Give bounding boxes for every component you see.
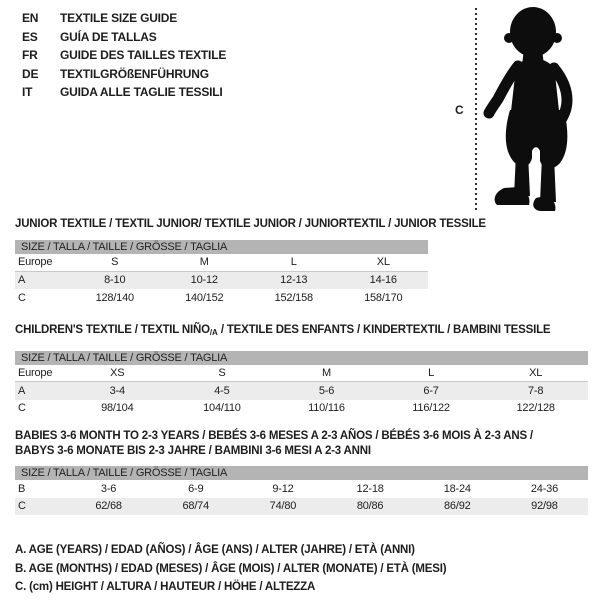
size-cell: 7-8: [528, 384, 544, 397]
language-row: [22, 28, 226, 47]
legend-line-a: A. AGE (YEARS) / EDAD (AÑOS) / ÂGE (ANS) / ALTER (JAHRE) / ETÀ (ANNI): [15, 544, 415, 556]
language-title-list: [22, 9, 226, 102]
row-label: A: [18, 274, 26, 287]
size-cell: 4-5: [214, 384, 230, 397]
table-row: [15, 289, 428, 307]
size-cell: 98/104: [101, 402, 134, 415]
size-cell: 3-6: [100, 482, 117, 495]
size-cell: 104/110: [203, 402, 241, 415]
measure-c-label: C: [455, 103, 464, 117]
size-cell: 8-10: [104, 274, 126, 287]
size-header-bar: SIZE / TALLA / TAILLE / GRÖSSE / TAGLIA: [15, 466, 588, 480]
row-label: C: [18, 500, 26, 513]
table-row: [15, 254, 428, 272]
size-cell: 62/68: [95, 500, 122, 513]
size-cell: 152/158: [274, 291, 313, 304]
babies-title-line1: BABIES 3-6 MONTH TO 2-3 YEARS / BEBÉS 3-6 MESES A 2-3 AÑOS / BÉBÉS 3-6 MOIS À 2-3 ANS /: [15, 430, 533, 442]
size-cell: 122/128: [516, 402, 555, 415]
junior-table-title: JUNIOR TEXTILE / TEXTIL JUNIOR/ TEXTILE JUNIOR / JUNIORTEXTIL / JUNIOR TESSILE: [15, 218, 486, 230]
language-code: EN: [22, 11, 39, 25]
size-cell: 12-13: [280, 274, 308, 287]
babies-size-table: [15, 466, 588, 515]
size-cell: S: [111, 256, 119, 269]
size-cell: XS: [110, 366, 125, 379]
size-cell: 6-7: [423, 384, 439, 397]
row-label: Europe: [18, 256, 53, 269]
babies-table-title: [15, 429, 588, 459]
junior-section: [15, 218, 588, 307]
size-cell: M: [199, 256, 209, 269]
table-row: [15, 382, 588, 400]
row-label: B: [18, 482, 26, 495]
children-title-pre: CHILDREN'S TEXTILE / TEXTIL NIÑO: [15, 323, 210, 336]
language-label: TEXTILGRÖßENFÜHRUNG: [60, 66, 209, 81]
size-tables-area: [15, 218, 588, 597]
junior-size-table: [15, 240, 428, 307]
size-cell: 10-12: [190, 274, 218, 287]
size-cell: 116/122: [412, 402, 450, 415]
language-label: GUIDE DES TAILLES TEXTILE: [60, 48, 227, 62]
size-cell: M: [322, 366, 331, 379]
size-cell: XL: [376, 256, 390, 269]
measure-legend: [15, 541, 588, 597]
language-code: DE: [22, 66, 39, 81]
size-cell: 3-4: [109, 384, 125, 397]
baby-silhouette-icon: [480, 4, 590, 212]
size-cell: 74/80: [269, 500, 297, 513]
babies-title-line2: BABYS 3-6 MONATE BIS 2-3 JAHRE / BAMBINI 3-6 MESI A 2-3 ANNI: [15, 445, 371, 457]
size-cell: 68/74: [182, 500, 210, 513]
table-row: [15, 480, 588, 498]
table-row: [15, 272, 428, 290]
row-label: A: [18, 384, 26, 397]
size-cell: 86/92: [444, 500, 471, 513]
size-header-bar: SIZE / TALLA / TAILLE / GRÖSSE / TAGLIA: [15, 351, 588, 365]
table-row: [15, 498, 588, 516]
size-cell: S: [218, 366, 226, 379]
table-row: [15, 400, 588, 418]
language-label: GUIDA ALLE TAGLIE TESSILI: [60, 85, 223, 99]
size-cell: 110/116: [308, 402, 345, 415]
row-label: Europe: [18, 366, 53, 379]
legend-line-c: C. (cm) HEIGHT / ALTURA / HAUTEUR / HÖHE / ALTEZZA: [15, 581, 316, 593]
size-cell: 9-12: [272, 482, 294, 495]
size-cell: 140/152: [185, 291, 224, 304]
legend-line-b: B. AGE (MONTHS) / EDAD (MESES) / ÂGE (MOIS) / ALTER (MONATE) / ETÀ (MESI): [15, 562, 447, 575]
table-row: [15, 365, 588, 383]
language-row: [22, 65, 226, 84]
language-row: [22, 9, 226, 28]
size-cell: 80/86: [356, 500, 384, 513]
language-label: TEXTILE SIZE GUIDE: [60, 11, 178, 25]
language-code: ES: [22, 29, 38, 44]
language-label: GUÍA DE TALLAS: [60, 29, 157, 44]
size-cell: 12-18: [356, 482, 384, 495]
size-cell: 128/140: [95, 291, 134, 304]
size-cell: 24-36: [530, 482, 559, 495]
height-dotted-line: [475, 8, 477, 210]
size-cell: 92/98: [531, 500, 558, 513]
size-header-bar: SIZE / TALLA / TAILLE / GRÖSSE / TAGLIA: [15, 240, 428, 254]
children-size-table: [15, 351, 588, 418]
children-title-subscript: /A: [209, 327, 218, 337]
size-cell: L: [428, 366, 435, 379]
size-cell: 18-24: [443, 482, 471, 495]
language-row: [22, 46, 226, 65]
children-table-title: [15, 324, 588, 339]
language-code: FR: [22, 48, 38, 62]
children-section: [15, 324, 588, 418]
row-label: C: [18, 402, 26, 415]
children-title-post: / TEXTILE DES ENFANTS / KINDERTEXTIL / BAMBINI TESSILE: [217, 323, 551, 336]
size-cell: 5-6: [318, 384, 335, 397]
size-cell: 6-9: [188, 482, 204, 495]
size-cell: 14-16: [369, 274, 397, 287]
language-row: [22, 83, 226, 102]
size-cell: XL: [529, 366, 543, 379]
row-label: C: [18, 291, 26, 304]
language-code: IT: [22, 85, 33, 99]
babies-section: [15, 429, 588, 515]
size-cell: 158/170: [364, 291, 403, 304]
size-cell: L: [290, 256, 297, 269]
